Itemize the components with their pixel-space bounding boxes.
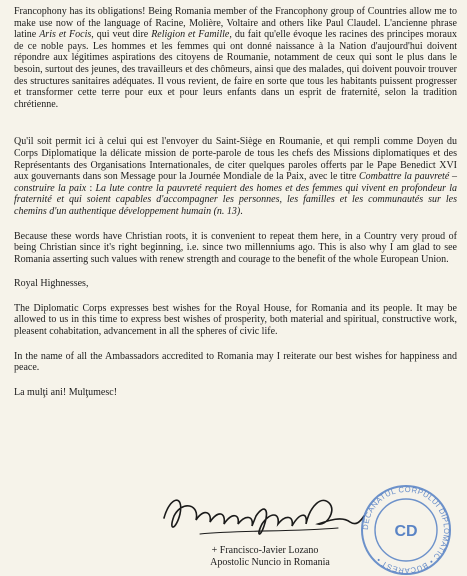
italic-run: Aris et Focis [39,29,92,41]
text-run: Qu'il soit permit ici à celui qui est l'envoyer du Saint-Siège en Roumanie, et qui rempli comme Doyen du Corps Diplomatique la délicate mission de porte-parole de tous les chefs des Missions diplomatiques et des Représentants des Organisations Internationales, de citer quelques paroles offerts par le Pape Benedict XVI aux gouvernants dans son Message pour la Journée Mondiale de la Paix, avec le titre [14,136,457,183]
paragraph-saint-siege [14,136,457,217]
text-run: , du fait qu'elle évoque les racines des principes moraux de ce noble pays. Les hommes et les femmes qui ont donné naissance à la Nation d'aujourd'hui doivent répondre aux légitimes aspirations des citoyens de Roumanie, notamment de ceux qui sont le plus dans le besoin, surtout des jeunes, des travailleurs et des chômeurs, ainsi que des malades, qui doivent pouvoir trouver des structures sanitaires adéquates. Il vous revient, de faire en sorte que tous les habitants puissent progresser et transformer cette terre pour eux et pour leurs enfants dans un esprit de fraternité, selon la tradition chrétienne. [14,29,457,110]
text-run: . [240,205,243,217]
italic-run: Combattre la pauvreté – construire la paix [14,171,457,194]
signatory-title: Apostolic Nuncio in Romania [210,557,330,568]
text-run: : [86,182,96,194]
paragraph-best-wishes: The Diplomatic Corps expresses best wishes for the Royal House, for Romania and its people. It may be allowed to us in this time to express best wishes of prosperity, both material and spiritual, constructive work, pleasent cohabitation, advancement in all the spheres of civic life. [14,302,457,338]
closing-line: La mulţi ani! Mulţumesc! [14,386,118,398]
text-run: Francophony has its obligations! Being Romania member of the Francophony group of Countries allow me to make use now of the language of Racine, Molière, Voltaire and others like Paul Claudel. L'ancienne phrase latine [14,6,457,41]
italic-run: La lute contre la pauvreté requiert des homes et des femmes qui vivent en profondeur la fraternité et qui soient capables d'accompagner les personnes, les familles et les communautés sur les chemins d'un authentique développement humain (n. 13) [14,182,457,217]
stamp-center-text: CD [394,523,418,540]
handwritten-signature [160,486,370,546]
salutation: Royal Highnesses, [14,278,89,290]
paragraph-ambassadors: In the name of all the Ambassadors accredited to Romania may I reiterate our best wishes for happiness and peace. [14,350,457,374]
italic-run: Religion et Famille [151,29,230,41]
paragraph-christian-roots: Because these words have Christian roots, it is convenient to repeat them here, in a Country very proud of being Christian since it's right beginning, i.e. since two millenniums ago. This is also why I am glad to see Romania asserting such values with renew strength and courage to the benefit of the whole European Union. [14,230,457,265]
signatory-name: + Francisco-Javier Lozano [211,545,319,556]
paragraph-francophony [14,6,457,110]
diplomatic-corps-stamp [356,484,456,576]
text-run: , qui veut dire [91,29,152,41]
stamp-ring-text: DECANATUL CORPULUI DIPLOMATIC • BUCAREST • [360,484,452,576]
